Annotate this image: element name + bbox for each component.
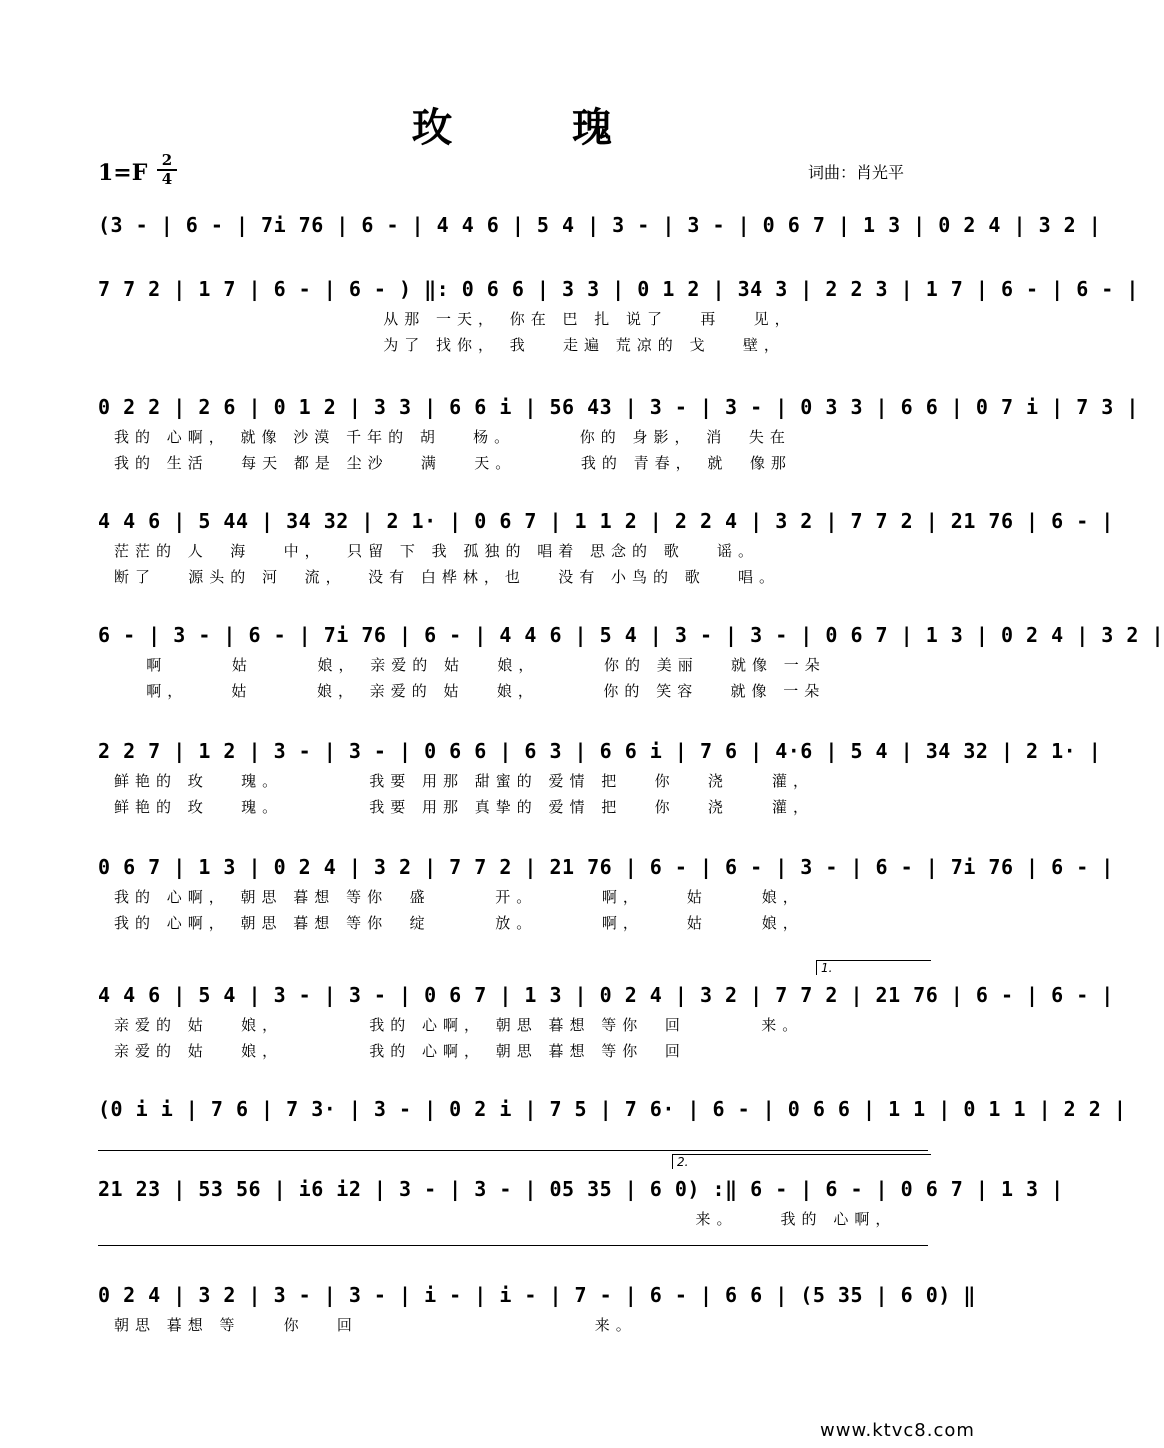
lyric-line-2: 断了 源头的 河 流， 没有 白桦林，也 没有 小鸟的 歌 唱。 xyxy=(114,568,781,586)
lyric-line-1: 我的 心啊， 就像 沙漠 千年的 胡 杨。 你的 身影， 消 失在 xyxy=(114,428,791,446)
watermark: www.ktvc8.com xyxy=(820,1420,975,1441)
notes-line: 6 - | 3 - | 6 - | 7i 76 | 6 - | 4 4 6 | 5 4 | 3 - | 3 - | 0 6 7 | 1 3 | 0 2 4 | 3 2 | xyxy=(98,623,1164,647)
score-system-1 xyxy=(98,208,1102,242)
notes-line: 7 7 2 | 1 7 | 6 - | 6 - ) ‖: 0 6 6 | 3 3 | 0 1 2 | 34 3 | 2 2 3 | 1 7 | 6 - | 6 - | xyxy=(98,277,1139,301)
lyric-line-1: 亲爱的 姑 娘， 我的 心啊， 朝思 暮想 等你 回 来。 xyxy=(114,1016,804,1034)
notes-line: 21 23 | 53 56 | i6 i2 | 3 - | 3 - | 05 35 | 6 0) :‖ 6 - | 6 - | 0 6 7 | 1 3 | xyxy=(98,1177,1064,1201)
score-system-11 xyxy=(98,1278,976,1338)
lyric-line-1: 茫茫的 人 海 中， 只留 下 我 孤独的 唱着 思念的 歌 谣。 xyxy=(114,542,760,560)
notes-line: 2 2 7 | 1 2 | 3 - | 3 - | 0 6 6 | 6 3 | 6 6 i | 7 6 | 4·6 | 5 4 | 34 32 | 2 1· | xyxy=(98,739,1102,763)
notes-line: 0 6 7 | 1 3 | 0 2 4 | 3 2 | 7 7 2 | 21 76 | 6 - | 6 - | 3 - | 6 - | 7i 76 | 6 - | xyxy=(98,855,1114,879)
score-system-5 xyxy=(98,618,1164,704)
notes-line: 0 2 2 | 2 6 | 0 1 2 | 3 3 | 6 6 i | 56 43 | 3 - | 3 - | 0 3 3 | 6 6 | 0 7 i | 7 3 | xyxy=(98,395,1139,419)
lyric-line-2: 啊， 姑 娘， 亲爱的 姑 娘， 你的 笑容 就像 一朵 xyxy=(114,682,826,700)
lyric-line-2: 鲜艳的 玫 瑰。 我要 用那 真挚的 爱情 把 你 浇 灌， xyxy=(114,798,814,816)
song-title: 玫瑰 xyxy=(412,104,732,151)
score-system-3 xyxy=(98,390,1139,476)
credit: 词曲：肖光平 xyxy=(808,163,905,182)
lyric-line-2: 为了 找你， 我 走遍 荒凉的 戈 壁， xyxy=(114,336,785,354)
system-divider xyxy=(98,1150,928,1151)
notes-line: 4 4 6 | 5 44 | 34 32 | 2 1· | 0 6 7 | 1 1 2 | 2 2 4 | 3 2 | 7 7 2 | 21 76 | 6 - | xyxy=(98,509,1114,533)
lyric-line-1: 从那 一天， 你在 巴 扎 说了 再 见， xyxy=(114,310,796,328)
lyric-line-1: 鲜艳的 玫 瑰。 我要 用那 甜蜜的 爱情 把 你 浇 灌， xyxy=(114,772,814,790)
score-system-4 xyxy=(98,504,1114,590)
notes-line: (3 - | 6 - | 7i 76 | 6 - | 4 4 6 | 5 4 | 3 - | 3 - | 0 6 7 | 1 3 | 0 2 4 | 3 2 | xyxy=(98,213,1102,237)
lyric-line-1: 我的 心啊， 朝思 暮想 等你 盛 开。 啊， 姑 娘， xyxy=(114,888,804,906)
notes-line: (0 i i | 7 6 | 7 3· | 3 - | 0 2 i | 7 5 | 7 6· | 6 - | 0 6 6 | 1 1 | 0 1 1 | 2 2 | xyxy=(98,1097,1127,1121)
lyric-line-1: 来。 我的 心啊， xyxy=(114,1210,897,1228)
score-system-9 xyxy=(98,1092,1127,1126)
score-system-8 xyxy=(98,978,1114,1064)
time-signature-bottom: 4 xyxy=(161,170,173,188)
lyric-line-2: 亲爱的 姑 娘， 我的 心啊， 朝思 暮想 等你 回 xyxy=(114,1042,686,1060)
notes-line: 0 2 4 | 3 2 | 3 - | 3 - | i - | i - | 7 - | 6 - | 6 6 | (5 35 | 6 0) ‖ xyxy=(98,1283,976,1307)
volta-1-bracket: 1. xyxy=(816,960,931,975)
score-system-10 xyxy=(98,1172,1064,1232)
notes-line: 4 4 6 | 5 4 | 3 - | 3 - | 0 6 7 | 1 3 | 0 2 4 | 3 2 | 7 7 2 | 21 76 | 6 - | 6 - | xyxy=(98,983,1114,1007)
score-system-6 xyxy=(98,734,1102,820)
score-system-7 xyxy=(98,850,1114,936)
time-signature xyxy=(157,153,177,187)
lyric-line-2: 我的 生活 每天 都是 尘沙 满 天。 我的 青春， 就 像那 xyxy=(114,454,792,472)
lyric-line-2: 我的 心啊， 朝思 暮想 等你 绽 放。 啊， 姑 娘， xyxy=(114,914,804,932)
score-system-2 xyxy=(98,272,1139,358)
lyric-line-1: 啊 姑 娘， 亲爱的 姑 娘， 你的 美丽 就像 一朵 xyxy=(114,656,826,674)
system-divider xyxy=(98,1245,928,1246)
key-signature: 1=F xyxy=(98,160,148,186)
lyric-line-1: 朝思 暮想 等 你 回 来。 xyxy=(114,1316,637,1334)
time-signature-top: 2 xyxy=(161,151,173,169)
volta-2-bracket: 2. xyxy=(672,1154,931,1169)
